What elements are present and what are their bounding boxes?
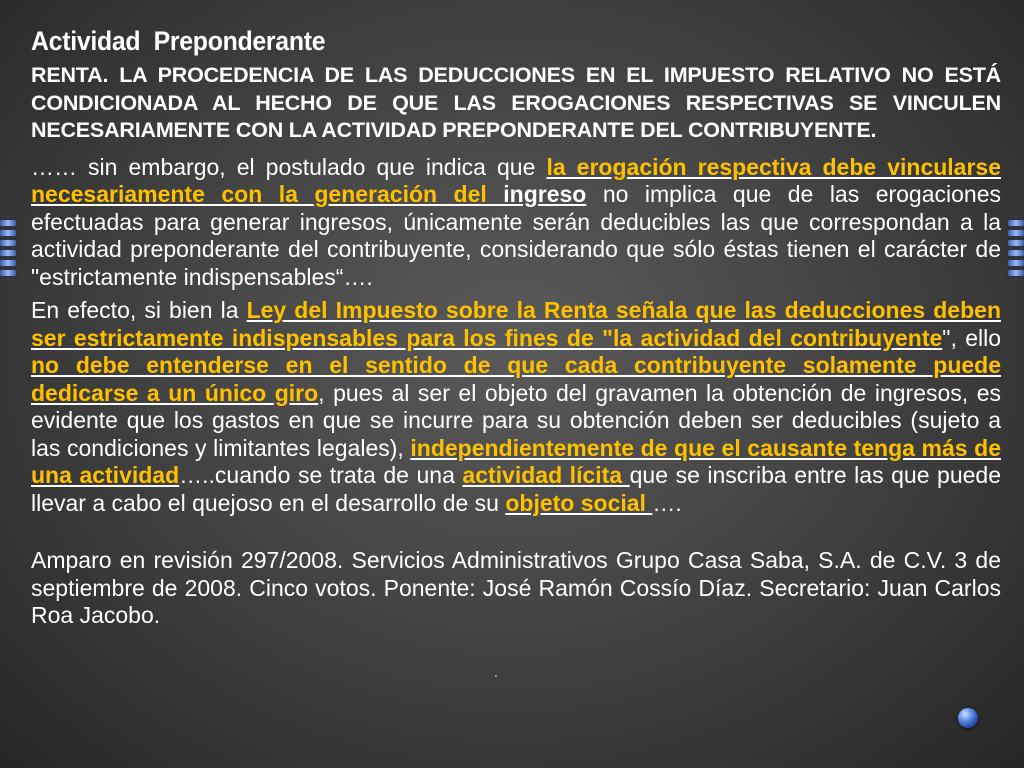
footer-dot: . [494, 664, 498, 680]
paragraph-2-text-6: …. [652, 489, 682, 516]
paragraph-2-highlight-5: objeto social [505, 489, 653, 516]
paragraph-2-text-3: , pues al ser el objeto del gravamen la obtención de ingresos, es evidente que los gastos en que se incurre para su obtención deben ser deducibles (sujeto a las condiciones y limitantes legales), [31, 379, 1001, 461]
paragraph-1-highlight: la erogación respectiva debe vincularse necesariamente con la generación del [31, 153, 1002, 207]
paragraph-2-highlight-4: actividad lícita [462, 462, 630, 488]
nav-orb-icon[interactable] [958, 708, 978, 728]
paragraph-2-highlight-2: no debe entenderse en el sentido de que cada contribuyente solamente puede dedicarse a un único giro [31, 352, 1001, 406]
paragraph-2 [31, 297, 1001, 517]
slide-content [31, 62, 1001, 630]
paragraph-2-highlight-3: independientemente de que el causante tenga más de una actividad [31, 434, 1001, 488]
paragraph-2-text-5: que se inscriba entre las que puede llevar a cabo el quejoso en el desarrollo de su [31, 462, 1002, 516]
right-side-bars-icon [1008, 220, 1024, 280]
left-side-bars-icon [0, 220, 16, 280]
slide-title: Actividad Preponderante [31, 26, 326, 56]
paragraph-1-emphasis: ingreso [503, 181, 587, 207]
paragraph-2-text-2: ", ello [942, 324, 1001, 351]
paragraph-1-text: …… sin embargo, el postulado que indica que [31, 153, 547, 180]
paragraph-2-highlight-1: Ley del Impuesto sobre la Renta señala que las deducciones deben ser estrictamente indispensables para los fines de "la actividad del contribuyente [31, 297, 1001, 351]
paragraph-2-text-4: …..cuando se trata de una [179, 462, 463, 488]
thesis-heading: RENTA. LA PROCEDENCIA DE LAS DEDUCCIONES EN EL IMPUESTO RELATIVO NO ESTÁ CONDICIONADA AL HECHO DE QUE LAS EROGACIONES RESPECTIVAS SE VINCULEN NECESARIAMENTE CON LA ACTIVIDAD PREPONDERANTE DEL CONTRIBUYENTE. [31, 63, 1001, 142]
paragraph-2-text-1: En efecto, si bien la [31, 297, 247, 323]
paragraph-1 [31, 154, 1001, 292]
citation: Amparo en revisión 297/2008. Servicios Administrativos Grupo Casa Saba, S.A. de C.V. 3 de septiembre de 2008. Cinco votos. Ponente: José Ramón Cossío Díaz. Secretario: Juan Carlos Roa Jacobo. [31, 547, 1001, 628]
paragraph-1-text-end: no implica que de las erogaciones efectuadas para generar ingresos, únicamente serán deducibles las que correspondan a la actividad preponderante del contribuyente, considerando que sólo éstas tienen el carácter de "estrictamente indispensables“…. [31, 181, 1002, 290]
